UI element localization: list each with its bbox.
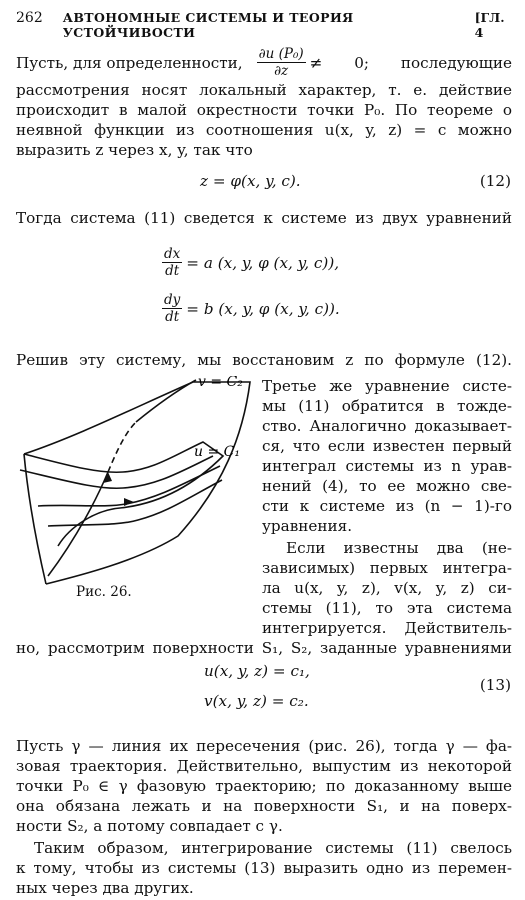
dy-dt-fraction <box>162 292 182 325</box>
figure-caption: Рис. 26. <box>76 584 132 600</box>
fraction-numerator: dy <box>164 292 181 308</box>
equation-12: z = φ(x, y, c). <box>200 172 301 190</box>
text-line: Если известны два (не- <box>286 539 512 557</box>
page-header <box>16 10 516 40</box>
text-line: ных через два других. <box>16 879 194 897</box>
text-line: неявной функции из соотношения u(x, y, z) = c можно <box>16 121 512 139</box>
fraction-numerator: dx <box>164 246 181 262</box>
equation-dx-dt <box>162 246 339 279</box>
text-line: происходит в малой окрестности точки P₀. По теореме о <box>16 101 512 119</box>
text-line: уравнения. <box>262 517 353 535</box>
text-line: сти к системе из (n − 1)-го <box>262 497 512 515</box>
text-line: Тогда система (11) сведется к системе из двух уравнений <box>16 209 512 227</box>
label-u-c1: u = C₁ <box>194 444 240 460</box>
equation-rhs: = b (x, y, φ (x, y, c)). <box>186 299 340 318</box>
page-number: 262 <box>16 10 43 26</box>
text-line: ности S₂, а потому совпадает с γ. <box>16 817 283 835</box>
text-line: точки P₀ ∈ γ фазовую траекторию; по доказанному выше <box>16 777 512 795</box>
text-line: зависимых) первых интегра- <box>262 559 512 577</box>
text-line: зовая траектория. Действительно, выпустим из некоторой <box>16 757 512 775</box>
text-line: рассмотрения носят локальный характер, т. е. действие <box>16 81 512 99</box>
trajectory-gamma <box>48 380 196 576</box>
arrow-head <box>103 472 112 483</box>
text-fragment: ≠ 0; последующие <box>309 53 512 72</box>
equation-rhs: = a (x, y, φ (x, y, c)), <box>186 253 340 272</box>
figure-26-surfaces <box>8 376 263 606</box>
text-line: но, рассмотрим поверхности S₁, S₂, заданные уравнениями <box>16 639 512 657</box>
arrow-head <box>124 498 134 506</box>
equation-13b: v(x, y, z) = c₂. <box>204 692 309 710</box>
fraction-numerator: ∂u (P₀) <box>258 46 304 62</box>
text-line: интегрируется. Действитель- <box>262 619 512 637</box>
text-line: Решив эту систему, мы восстановим z по формуле (12). <box>16 351 512 369</box>
text-line: ся, что если известен первый <box>262 437 512 455</box>
label-v-c2: v = C₂ <box>198 376 243 390</box>
text-line: выразить z через x, y, так что <box>16 141 253 159</box>
dx-dt-fraction <box>162 246 182 279</box>
equation-dy-dt <box>162 292 340 325</box>
text-line: она обязана лежать и на поверхности S₁, и на поверх- <box>16 797 512 815</box>
text-line: Третье же уравнение систе- <box>262 377 512 395</box>
equation-number: (12) <box>479 172 511 190</box>
running-title: АВТОНОМНЫЕ СИСТЕМЫ И ТЕОРИЯ УСТОЙЧИВОСТИ <box>62 10 354 40</box>
text-line: Пусть γ — линия их пересечения (рис. 26), тогда γ — фа- <box>16 737 512 755</box>
text-line: Таким образом, интегрирование системы (11) свелось <box>34 839 512 857</box>
fraction-denominator: ∂z <box>274 63 289 79</box>
text-line <box>16 46 512 79</box>
fraction-denominator: dt <box>165 309 180 325</box>
text-line: стемы (11), то эта система <box>262 599 512 617</box>
text-fragment: Пусть, для определенности, <box>16 53 243 72</box>
text-line: к тому, чтобы из системы (13) выразить одно из перемен- <box>16 859 512 877</box>
fraction-denominator: dt <box>165 263 180 279</box>
partial-derivative-fraction <box>257 46 306 79</box>
text-line: ла u(x, y, z), v(x, y, z) си- <box>262 579 512 597</box>
text-line: ство. Аналогично доказывает- <box>262 417 512 435</box>
text-line: нений (4), то ее можно све- <box>262 477 512 495</box>
text-line: мы (11) обратится в тожде- <box>262 397 512 415</box>
surface-u-c1 <box>20 442 223 546</box>
equation-13a: u(x, y, z) = c₁, <box>204 662 310 680</box>
equation-number: (13) <box>479 676 511 694</box>
chapter-label: [ГЛ. 4 <box>474 10 505 40</box>
text-line: интеграл системы из n урав- <box>262 457 512 475</box>
